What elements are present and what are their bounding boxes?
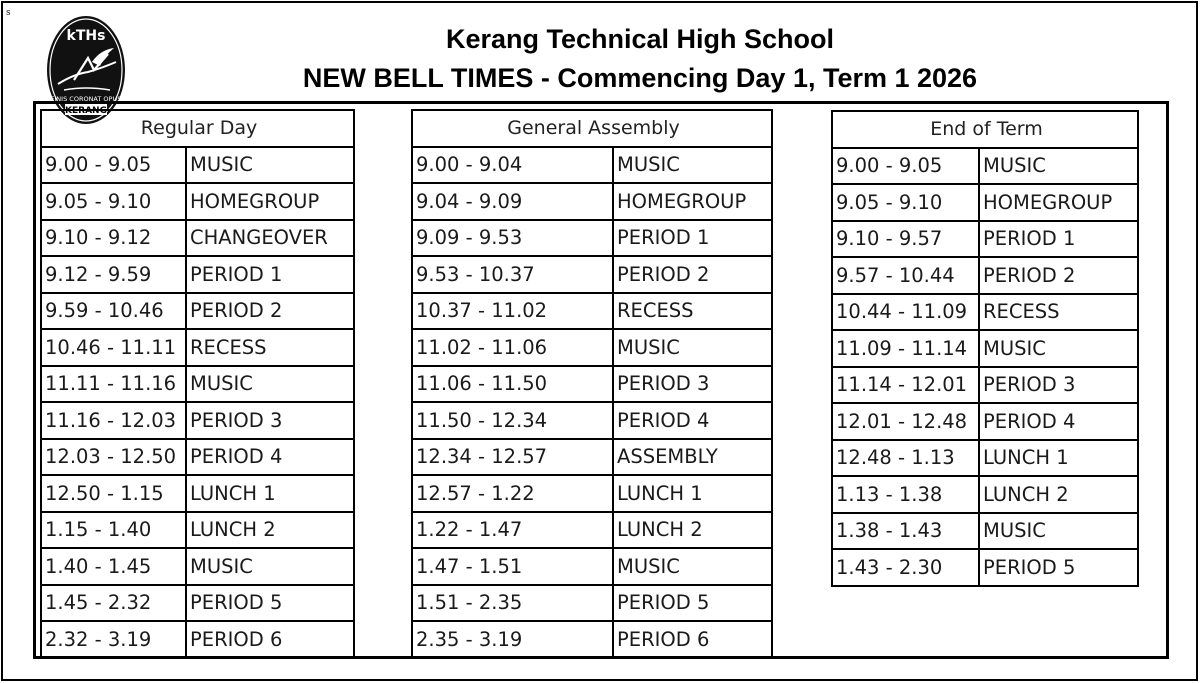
time-cell: 12.48 - 1.13 bbox=[832, 440, 979, 477]
activity-cell: PERIOD 4 bbox=[186, 439, 354, 476]
activity-cell: LUNCH 1 bbox=[186, 475, 354, 512]
page-subtitle: NEW BELL TIMES - Commencing Day 1, Term 1 2026 bbox=[302, 63, 978, 93]
activity-cell: LUNCH 1 bbox=[979, 440, 1138, 477]
table-row bbox=[412, 512, 772, 549]
general-assembly-table bbox=[411, 109, 773, 659]
activity-cell: HOMEGROUP bbox=[186, 183, 354, 220]
time-cell: 10.46 - 11.11 bbox=[41, 329, 186, 366]
svg-text:FINIS CORONAT OPUS: FINIS CORONAT OPUS bbox=[50, 95, 122, 103]
activity-cell: PERIOD 1 bbox=[186, 256, 354, 293]
activity-cell: PERIOD 2 bbox=[613, 256, 772, 293]
activity-cell: RECESS bbox=[613, 293, 772, 330]
table-row bbox=[412, 439, 772, 476]
table-row bbox=[41, 585, 354, 622]
activity-cell: RECESS bbox=[186, 329, 354, 366]
table-row bbox=[412, 548, 772, 585]
time-cell: 1.15 - 1.40 bbox=[41, 512, 186, 549]
time-cell: 12.57 - 1.22 bbox=[412, 475, 613, 512]
table-row bbox=[832, 294, 1138, 331]
table-title: End of Term bbox=[832, 111, 1138, 148]
time-cell: 1.43 - 2.30 bbox=[832, 549, 979, 586]
table-row bbox=[41, 366, 354, 403]
table-row bbox=[41, 548, 354, 585]
table-row bbox=[412, 402, 772, 439]
activity-cell: MUSIC bbox=[613, 147, 772, 184]
table-row bbox=[832, 257, 1138, 294]
time-cell: 12.50 - 1.15 bbox=[41, 475, 186, 512]
time-cell: 1.40 - 1.45 bbox=[41, 548, 186, 585]
corner-mark: s bbox=[6, 8, 11, 18]
time-cell: 9.57 - 10.44 bbox=[832, 257, 979, 294]
time-cell: 9.10 - 9.12 bbox=[41, 220, 186, 257]
activity-cell: LUNCH 2 bbox=[979, 476, 1138, 513]
time-cell: 1.13 - 1.38 bbox=[832, 476, 979, 513]
activity-cell: MUSIC bbox=[186, 548, 354, 585]
table-row bbox=[832, 148, 1138, 185]
time-cell: 11.02 - 11.06 bbox=[412, 329, 613, 366]
activity-cell: PERIOD 3 bbox=[613, 366, 772, 403]
time-cell: 9.09 - 9.53 bbox=[412, 220, 613, 257]
activity-cell: MUSIC bbox=[979, 148, 1138, 185]
table-row bbox=[412, 621, 772, 658]
table-row bbox=[832, 403, 1138, 440]
activity-cell: LUNCH 1 bbox=[613, 475, 772, 512]
activity-cell: PERIOD 2 bbox=[979, 257, 1138, 294]
table-row bbox=[412, 183, 772, 220]
time-cell: 9.04 - 9.09 bbox=[412, 183, 613, 220]
table-row bbox=[41, 293, 354, 330]
time-cell: 9.12 - 9.59 bbox=[41, 256, 186, 293]
time-cell: 12.03 - 12.50 bbox=[41, 439, 186, 476]
table-row bbox=[832, 221, 1138, 258]
table-row bbox=[832, 184, 1138, 221]
table-row bbox=[41, 475, 354, 512]
activity-cell: HOMEGROUP bbox=[613, 183, 772, 220]
time-cell: 9.05 - 9.10 bbox=[832, 184, 979, 221]
table-title: Regular Day bbox=[41, 110, 354, 147]
time-cell: 11.16 - 12.03 bbox=[41, 402, 186, 439]
school-name: Kerang Technical High School bbox=[445, 24, 835, 54]
end-of-term-table bbox=[831, 110, 1139, 587]
table-row bbox=[41, 512, 354, 549]
time-cell: 1.22 - 1.47 bbox=[412, 512, 613, 549]
activity-cell: ASSEMBLY bbox=[613, 439, 772, 476]
time-cell: 11.14 - 12.01 bbox=[832, 367, 979, 404]
activity-cell: PERIOD 3 bbox=[186, 402, 354, 439]
activity-cell: MUSIC bbox=[613, 329, 772, 366]
time-cell: 9.10 - 9.57 bbox=[832, 221, 979, 258]
time-cell: 9.00 - 9.05 bbox=[832, 148, 979, 185]
activity-cell: MUSIC bbox=[979, 513, 1138, 550]
table-row bbox=[41, 329, 354, 366]
table-row bbox=[41, 439, 354, 476]
activity-cell: MUSIC bbox=[186, 366, 354, 403]
time-cell: 12.01 - 12.48 bbox=[832, 403, 979, 440]
activity-cell: CHANGEOVER bbox=[186, 220, 354, 257]
table-row bbox=[412, 585, 772, 622]
activity-cell: MUSIC bbox=[186, 147, 354, 184]
table-row bbox=[41, 256, 354, 293]
svg-text:KERANG: KERANG bbox=[65, 106, 107, 116]
time-cell: 9.59 - 10.46 bbox=[41, 293, 186, 330]
activity-cell: LUNCH 2 bbox=[613, 512, 772, 549]
table-title: General Assembly bbox=[412, 110, 772, 147]
table-row bbox=[832, 440, 1138, 477]
table-row bbox=[412, 329, 772, 366]
activity-cell: PERIOD 2 bbox=[186, 293, 354, 330]
activity-cell: PERIOD 6 bbox=[613, 621, 772, 658]
activity-cell: PERIOD 1 bbox=[613, 220, 772, 257]
table-row bbox=[41, 402, 354, 439]
table-row bbox=[41, 147, 354, 184]
regular-day-table bbox=[40, 109, 355, 659]
activity-cell: PERIOD 1 bbox=[979, 221, 1138, 258]
time-cell: 1.47 - 1.51 bbox=[412, 548, 613, 585]
activity-cell: PERIOD 3 bbox=[979, 367, 1138, 404]
table-row bbox=[832, 330, 1138, 367]
time-cell: 2.35 - 3.19 bbox=[412, 621, 613, 658]
table-row bbox=[41, 220, 354, 257]
activity-cell: MUSIC bbox=[613, 548, 772, 585]
activity-cell: MUSIC bbox=[979, 330, 1138, 367]
time-cell: 10.44 - 11.09 bbox=[832, 294, 979, 331]
table-row bbox=[412, 256, 772, 293]
time-cell: 10.37 - 11.02 bbox=[412, 293, 613, 330]
svg-text:kTHs: kTHs bbox=[66, 28, 106, 44]
time-cell: 12.34 - 12.57 bbox=[412, 439, 613, 476]
time-cell: 11.11 - 11.16 bbox=[41, 366, 186, 403]
table-row bbox=[832, 549, 1138, 586]
time-cell: 1.51 - 2.35 bbox=[412, 585, 613, 622]
activity-cell: PERIOD 6 bbox=[186, 621, 354, 658]
activity-cell: RECESS bbox=[979, 294, 1138, 331]
time-cell: 9.00 - 9.04 bbox=[412, 147, 613, 184]
time-cell: 1.38 - 1.43 bbox=[832, 513, 979, 550]
time-cell: 11.06 - 11.50 bbox=[412, 366, 613, 403]
activity-cell: PERIOD 5 bbox=[979, 549, 1138, 586]
activity-cell: PERIOD 4 bbox=[979, 403, 1138, 440]
table-row bbox=[412, 475, 772, 512]
time-cell: 11.50 - 12.34 bbox=[412, 402, 613, 439]
table-row bbox=[41, 183, 354, 220]
activity-cell: LUNCH 2 bbox=[186, 512, 354, 549]
time-cell: 9.53 - 10.37 bbox=[412, 256, 613, 293]
table-row bbox=[412, 366, 772, 403]
activity-cell: HOMEGROUP bbox=[979, 184, 1138, 221]
time-cell: 2.32 - 3.19 bbox=[41, 621, 186, 658]
activity-cell: PERIOD 5 bbox=[186, 585, 354, 622]
table-row bbox=[412, 293, 772, 330]
activity-cell: PERIOD 5 bbox=[613, 585, 772, 622]
table-row bbox=[41, 621, 354, 658]
table-row bbox=[412, 147, 772, 184]
table-row bbox=[832, 513, 1138, 550]
table-row bbox=[412, 220, 772, 257]
table-row bbox=[832, 476, 1138, 513]
time-cell: 9.00 - 9.05 bbox=[41, 147, 186, 184]
activity-cell: PERIOD 4 bbox=[613, 402, 772, 439]
time-cell: 11.09 - 11.14 bbox=[832, 330, 979, 367]
table-row bbox=[832, 367, 1138, 404]
time-cell: 9.05 - 9.10 bbox=[41, 183, 186, 220]
time-cell: 1.45 - 2.32 bbox=[41, 585, 186, 622]
